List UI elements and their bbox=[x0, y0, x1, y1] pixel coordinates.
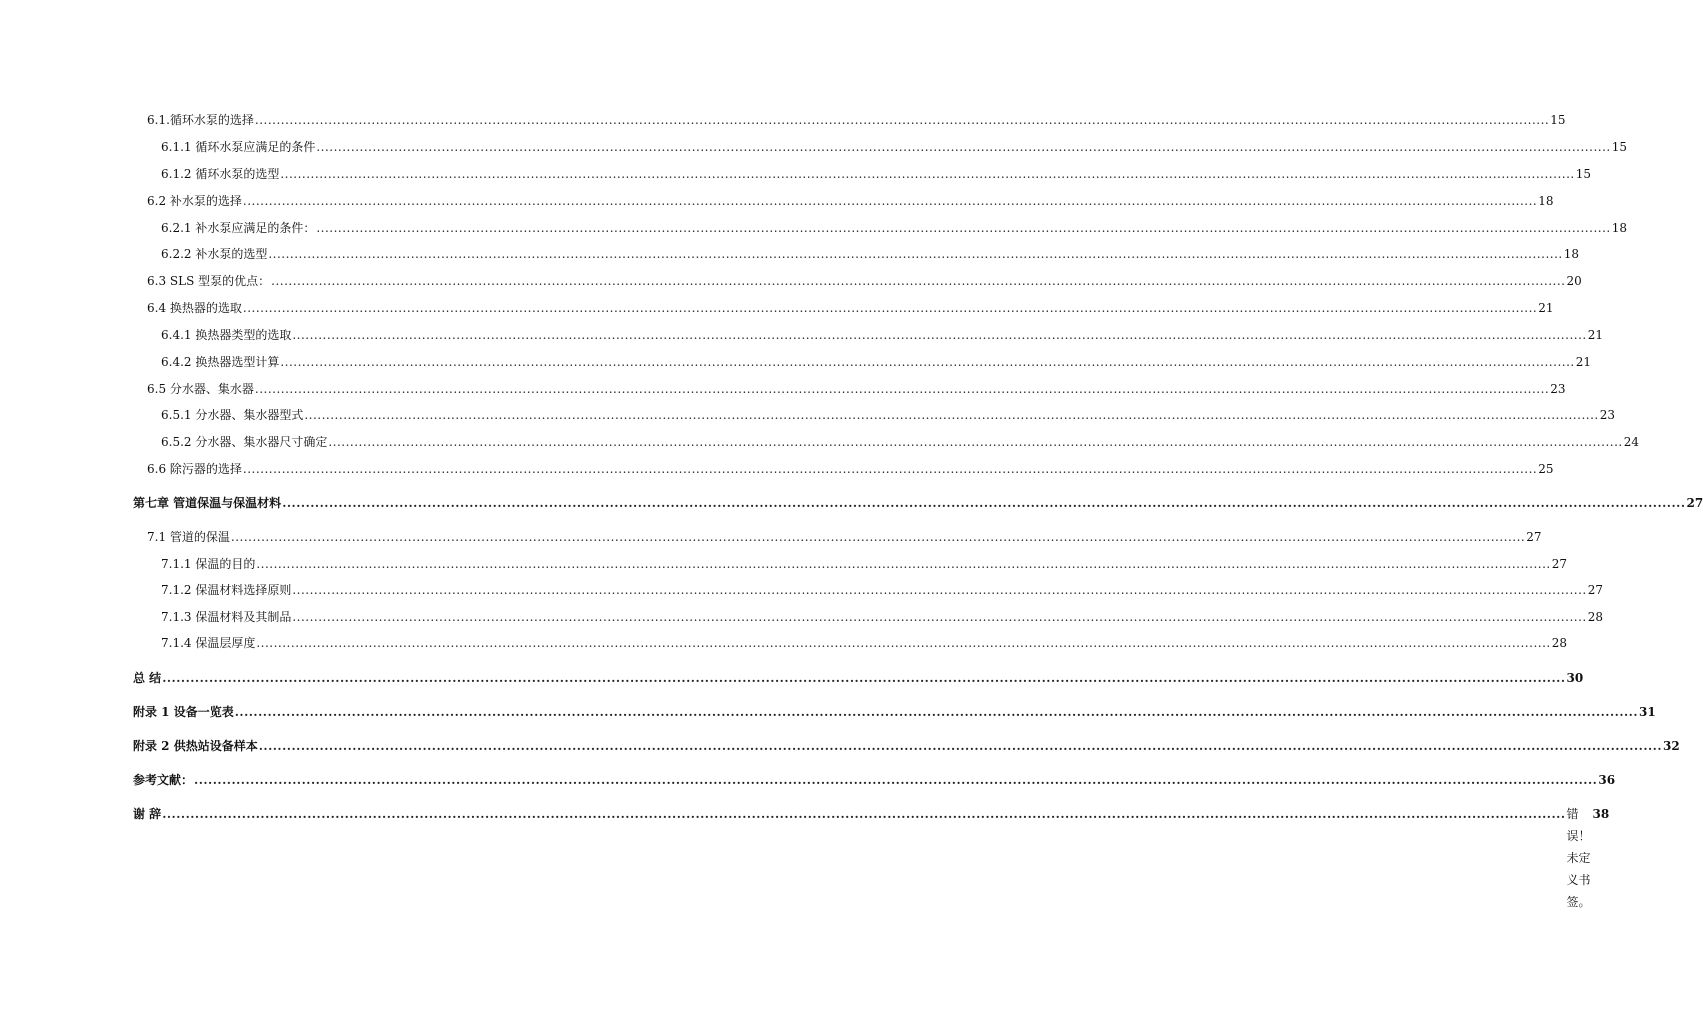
toc-entry-title: 6.2 补水泵的选择 bbox=[147, 194, 242, 208]
toc-entry-page: 21 bbox=[1538, 301, 1554, 315]
toc-entry-page: 18 bbox=[1538, 194, 1554, 208]
toc-entry-page: 38 bbox=[1592, 807, 1610, 821]
toc-entry-title: 7.1 管道的保温 bbox=[147, 530, 230, 544]
toc-entry-page: 15 bbox=[1611, 140, 1627, 154]
toc-entry-title: 参考文献： bbox=[133, 773, 194, 787]
toc-entry-title: 6.5.2 分水器、集水器尺寸确定 bbox=[161, 435, 328, 449]
toc-entry-title: 7.1.3 保温材料及其制品 bbox=[161, 610, 292, 624]
toc-entry-title: 6.1.1 循环水泵应满足的条件 bbox=[161, 140, 316, 154]
toc-entry-title: 6.3 SLS 型泵的优点： bbox=[147, 274, 271, 288]
toc-entry-6-4[interactable] bbox=[147, 297, 1554, 319]
toc-entry-title: 6.4.2 换热器选型计算 bbox=[161, 355, 280, 369]
dot-leader: ............................................................................................................................................................................................................................................................................................................ bbox=[242, 194, 1538, 208]
toc-entry-6-5[interactable] bbox=[147, 378, 1566, 400]
dot-leader: ............................................................................................................................................................................................................................................................................................................ bbox=[194, 773, 1598, 787]
toc-entry-page: 15 bbox=[1550, 113, 1566, 127]
toc-entry-title: 6.1.循环水泵的选择 bbox=[147, 113, 254, 127]
toc-entry-6-4-1[interactable] bbox=[161, 324, 1603, 346]
toc-entry-page: 32 bbox=[1663, 739, 1680, 753]
toc-entry-appendix-1[interactable] bbox=[133, 701, 1656, 723]
toc-entry-title: 总 结 bbox=[133, 671, 162, 685]
toc-entry-title: 6.4 换热器的选取 bbox=[147, 301, 242, 315]
toc-entry-title: 6.4.1 换热器类型的选取 bbox=[161, 328, 292, 342]
dot-leader: ............................................................................................................................................................................................................................................................................................................ bbox=[162, 807, 1566, 821]
dot-leader: ............................................................................................................................................................................................................................................................................................................ bbox=[268, 247, 1563, 261]
toc-entry-7-1-1[interactable] bbox=[161, 553, 1567, 575]
toc-entry-7-1-4[interactable] bbox=[161, 632, 1567, 654]
toc-entry-page: 27 bbox=[1587, 583, 1603, 597]
toc-entry-page: 18 bbox=[1563, 247, 1579, 261]
dot-leader: ............................................................................................................................................................................................................................................................................................................ bbox=[162, 671, 1566, 685]
toc-entry-page: 36 bbox=[1598, 773, 1616, 787]
toc-entry-acknowledgements[interactable] bbox=[133, 803, 1610, 909]
toc-entry-title: 7.1.4 保温层厚度 bbox=[161, 636, 256, 650]
dot-leader: ............................................................................................................................................................................................................................................................................................................ bbox=[304, 408, 1599, 422]
toc-entry-chapter-7[interactable] bbox=[133, 492, 1703, 514]
dot-leader: ............................................................................................................................................................................................................................................................................................................ bbox=[242, 301, 1538, 315]
toc-entry-7-1-3[interactable] bbox=[161, 606, 1603, 628]
toc-entry-title: 6.6 除污器的选择 bbox=[147, 462, 242, 476]
toc-entry-title: 附录 1 设备一览表 bbox=[133, 705, 234, 719]
toc-entry-title: 6.1.2 循环水泵的选型 bbox=[161, 167, 280, 181]
toc-entry-6-3[interactable] bbox=[147, 270, 1582, 292]
toc-entry-page: 15 bbox=[1575, 167, 1591, 181]
toc-entry-page: 23 bbox=[1550, 382, 1566, 396]
toc-entry-page: 24 bbox=[1623, 435, 1639, 449]
toc-entry-page: 27 bbox=[1526, 530, 1542, 544]
dot-leader: ............................................................................................................................................................................................................................................................................................................ bbox=[258, 739, 1663, 753]
toc-entry-title: 7.1.2 保温材料选择原则 bbox=[161, 583, 292, 597]
toc-entry-6-2-2[interactable] bbox=[161, 243, 1579, 265]
toc-entry-6-2-1[interactable] bbox=[161, 217, 1627, 239]
toc-entry-summary[interactable] bbox=[133, 667, 1584, 689]
toc-entry-6-5-2[interactable] bbox=[161, 431, 1639, 453]
dot-leader: ............................................................................................................................................................................................................................................................................................................ bbox=[292, 328, 1587, 342]
toc-entry-6-1[interactable] bbox=[147, 109, 1566, 131]
toc-entry-title: 6.5 分水器、集水器 bbox=[147, 382, 254, 396]
dot-leader: ............................................................................................................................................................................................................................................................................................................ bbox=[280, 167, 1575, 181]
dot-leader: ............................................................................................................................................................................................................................................................................................................ bbox=[242, 462, 1538, 476]
toc-entry-page: 27 bbox=[1686, 496, 1703, 510]
toc-entry-page: 28 bbox=[1551, 636, 1567, 650]
toc-entry-title: 6.2.2 补水泵的选型 bbox=[161, 247, 268, 261]
toc-entry-title: 附录 2 供热站设备样本 bbox=[133, 739, 258, 753]
dot-leader: ............................................................................................................................................................................................................................................................................................................ bbox=[234, 705, 1639, 719]
toc-entry-page: 27 bbox=[1551, 557, 1567, 571]
toc-entry-page: 20 bbox=[1566, 274, 1582, 288]
toc-entry-6-6[interactable] bbox=[147, 458, 1554, 480]
toc-entry-title: 谢 辞 bbox=[133, 807, 162, 821]
toc-entry-6-5-1[interactable] bbox=[161, 404, 1615, 426]
toc-entry-appendix-2[interactable] bbox=[133, 735, 1680, 757]
toc-entry-page: 21 bbox=[1575, 355, 1591, 369]
toc-entry-page: 31 bbox=[1639, 705, 1656, 719]
dot-leader: ............................................................................................................................................................................................................................................................................................................ bbox=[292, 583, 1587, 597]
dot-leader: ............................................................................................................................................................................................................................................................................................................ bbox=[271, 274, 1566, 288]
toc-entry-title: 6.2.1 补水泵应满足的条件： bbox=[161, 221, 316, 235]
toc-entry-6-2[interactable] bbox=[147, 190, 1554, 212]
toc-entry-6-1-2[interactable] bbox=[161, 163, 1591, 185]
toc-entry-page: 21 bbox=[1587, 328, 1603, 342]
dot-leader: ............................................................................................................................................................................................................................................................................................................ bbox=[328, 435, 1623, 449]
toc-entry-references[interactable] bbox=[133, 769, 1616, 791]
dot-leader: ............................................................................................................................................................................................................................................................................................................ bbox=[316, 140, 1611, 154]
toc-entry-7-1[interactable] bbox=[147, 526, 1542, 548]
toc-entry-page: 23 bbox=[1599, 408, 1615, 422]
bookmark-error-text: 错误！未定义书签。 bbox=[1566, 807, 1591, 909]
toc-entry-title: 第七章 管道保温与保温材料 bbox=[133, 496, 282, 510]
dot-leader: ............................................................................................................................................................................................................................................................................................................ bbox=[280, 355, 1575, 369]
toc-entry-7-1-2[interactable] bbox=[161, 579, 1603, 601]
dot-leader: ............................................................................................................................................................................................................................................................................................................ bbox=[254, 113, 1550, 127]
toc-entry-title: 7.1.1 保温的目的 bbox=[161, 557, 256, 571]
toc-entry-page: 30 bbox=[1566, 671, 1584, 685]
toc-entry-page: 18 bbox=[1611, 221, 1627, 235]
toc-entry-page: 25 bbox=[1538, 462, 1554, 476]
dot-leader: ............................................................................................................................................................................................................................................................................................................ bbox=[282, 496, 1686, 510]
toc-entry-6-4-2[interactable] bbox=[161, 351, 1591, 373]
toc-entry-page: 28 bbox=[1587, 610, 1603, 624]
dot-leader: ............................................................................................................................................................................................................................................................................................................ bbox=[254, 382, 1550, 396]
dot-leader: ............................................................................................................................................................................................................................................................................................................ bbox=[256, 636, 1551, 650]
dot-leader: ............................................................................................................................................................................................................................................................................................................ bbox=[316, 221, 1611, 235]
toc-entry-6-1-1[interactable] bbox=[161, 136, 1627, 158]
toc-entry-title: 6.5.1 分水器、集水器型式 bbox=[161, 408, 304, 422]
dot-leader: ............................................................................................................................................................................................................................................................................................................ bbox=[230, 530, 1526, 544]
dot-leader: ............................................................................................................................................................................................................................................................................................................ bbox=[256, 557, 1551, 571]
dot-leader: ............................................................................................................................................................................................................................................................................................................ bbox=[292, 610, 1587, 624]
